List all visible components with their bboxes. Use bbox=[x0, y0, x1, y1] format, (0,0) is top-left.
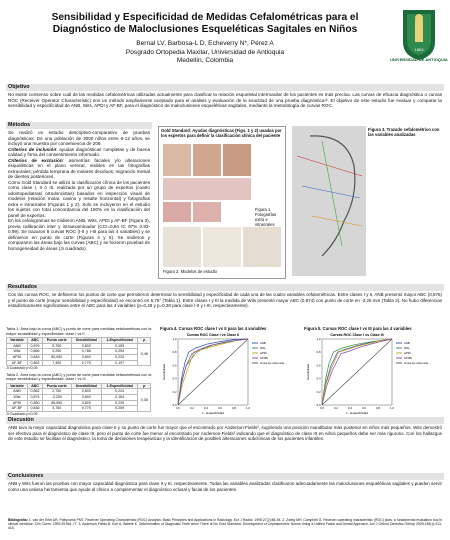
table-2-header-0: Variable bbox=[7, 383, 28, 389]
university-logo bbox=[395, 6, 443, 78]
x-tick-label: 0,8 bbox=[232, 406, 236, 410]
table-cell: 0,850 bbox=[27, 400, 42, 406]
poster-title bbox=[20, 12, 390, 36]
figure-3-block bbox=[290, 126, 444, 279]
y-tick-label: 0,8 bbox=[316, 350, 321, 355]
table-1-caption: Tabla 1. Área bajo la curva (ABC) y punto de corte para medidas cefalométricas con la mayor sensibilidad y especificidad: clase I vs II bbox=[6, 327, 152, 336]
table-2-header-5: p bbox=[138, 383, 151, 389]
legend-label: Wits bbox=[404, 346, 410, 350]
resultados-text: Con las curvas ROC, se definieron los puntos de corte que permitieron determinar la sensibilidad y especificidad de cada una de las cuatro variables cefalométricas. Entre clases I y II, ANB presentó mayor ABC (0,876) y el punto de corte (mayor sensibilidad y especificidad) se encontró en 5,75° (Tabla 1). Entre clases I y III la medida de Wits presentó mayor ABC (0,874) con punto de corte en -3,25 mm (Tabla 2). No hubo diferencias estadísticamente significativas entre el ABC para las 4 variables (p=0,48 y p=0,38 para clase I-II y I-III, respectivamente). bbox=[8, 292, 442, 309]
y-tick-label: 0,0 bbox=[172, 403, 177, 407]
discusion-text: ANB tuvo la mejor capacidad diagnóstica para clase II y su punto de corte fue mayor que el encontrado por Anderson-Fields³, sugiriendo una posición mandibular más posterior en niños más pequeños. Wits demostró ser efectivo para el diagnóstico de clase III, pero el punto de corte fue menor al encontrado por Anderson-Fields³ indicando que el diagnóstico de clase III en niños pequeños debe ser más riguroso. Con los hallazgos de este estudio se facilitan el diagnóstico, la toma de decisiones terapéuticas y la identificación de posibles alteraciones subclínicas de los pacientes infantiles. bbox=[8, 425, 442, 442]
legend-label: AF-BF bbox=[404, 356, 413, 360]
exclusion-text: : asimetrías faciales y/o alteraciones esqueléticas en el plano vertical, visibles en las fotografías extraorales; pérdida temprana de molares deciduos; migración mesial de dientes posteriores. bbox=[8, 157, 151, 179]
table-cell: 0,155 bbox=[101, 343, 138, 349]
conclusiones-section bbox=[6, 473, 444, 493]
x-tick-label: 0,6 bbox=[218, 406, 222, 410]
legend-label: ANB bbox=[404, 341, 410, 345]
table-cell: 80,050 bbox=[42, 354, 71, 360]
dental-model-3 bbox=[243, 227, 281, 267]
x-axis-label: 1 - Especificidad bbox=[201, 411, 225, 415]
y-tick-label: 0,6 bbox=[316, 363, 321, 368]
metodos-p3: En los cefalogramas se midieron ANB, Wits, APDI y AF-BF (Figura 3), previa calibración inter y intraexaminador (CCI=0,84 IC 97% 0,93-0,99). Se trazaron 8 curvas ROC (I-II y I-III para las 4 variables) y se definieron en punto de corte (Figuras 4 y 5). Se midieron y compararon las áreas bajo las curvas (ABC) y se hicieron pruebas de homogeneidad de áreas (Ji cuadrado). bbox=[8, 218, 150, 251]
objetivo-text: No existe consenso sobre cuál de las medidas cefalométricas utilizadas actualmente para clasificar la relación esqueletal intermaxilar de los pacientes es más precisa. Las curvas de eficacia diagnóstica o curvas ROC (Receiver Operator Characteristic) son un método ampliamente aceptado para el análisis y evaluación de la exactitud de una prueba diagnóstica¹². El objetivo de este estudio fue evaluar y comparar la sensibilidad y especificidad de ANB, Wits, APDI y AF-BF, para el diagnóstico de maloclusiones esqueléticas sagitales, mediante la metodología de curvas ROC. bbox=[8, 92, 442, 109]
dental-model-1 bbox=[163, 227, 201, 267]
metodos-p1: Se realizó un estudio descriptivo-comparativo de pruebas diagnósticas. De una población de 3000 niños entre 6-12 años, se incluyó una muestra por conveniencia de 209. bbox=[8, 130, 150, 146]
table-2-header-3: Sensibilidad bbox=[71, 383, 101, 389]
bibliografia-text bbox=[6, 517, 444, 532]
bibliografia-section bbox=[6, 517, 444, 532]
conclusiones-text: ANB y Wits fueron las pruebas con mayor capacidad diagnóstica para clase II y III, respectivamente. Todas las variables analizadas clasificaron adecuadamente las maloclusiones esqueléticas sagitales y pueden servir como una valiosa herramienta que ayude al clínico a complementar el diagnóstico oclusal y facial de los pacientes. bbox=[8, 481, 442, 492]
table-2-header-1: ABC bbox=[27, 383, 42, 389]
y-tick-label: 0,4 bbox=[316, 376, 321, 381]
discusion-section bbox=[6, 417, 444, 443]
logo-year: 1803 bbox=[414, 47, 424, 52]
table-cell: AF-BF bbox=[7, 360, 28, 366]
roc-chart-class-i-iii bbox=[304, 331, 444, 419]
p-value-cell: 0,38 bbox=[138, 389, 151, 411]
photo-face-profile bbox=[223, 144, 251, 176]
table-cell: 0,239 bbox=[101, 400, 138, 406]
gold-standard-caption: Gold Standard: Ayudas diagnósticas (Figs. 1 y 2) usadas por los expertos para definir la clasificación clínica del paciente bbox=[161, 128, 282, 138]
table-cell: 0,803 bbox=[71, 394, 101, 400]
roc-chart-class-i-ii bbox=[160, 331, 300, 419]
dental-model-2 bbox=[203, 227, 241, 267]
table-2-header-4: 1-Especificidad bbox=[101, 383, 138, 389]
legend-label: Línea de referencia bbox=[404, 361, 429, 365]
chart-title: Curvas ROC Clase I vs Clase III bbox=[330, 333, 384, 337]
metodos-heading: Métodos bbox=[6, 122, 152, 129]
y-tick-label: 1,0 bbox=[172, 337, 177, 341]
y-tick-label: 0,4 bbox=[172, 376, 177, 381]
table-cell: 0,254 bbox=[101, 349, 138, 355]
table-2 bbox=[6, 383, 151, 412]
legend-label: APDI bbox=[260, 351, 267, 355]
table-1 bbox=[6, 337, 151, 366]
photo-intraoral-left bbox=[163, 202, 191, 222]
chart-title: Curvas ROC Clase I vs Clase II bbox=[186, 333, 240, 337]
table-cell: Wits bbox=[7, 349, 28, 355]
resultados-section bbox=[6, 284, 444, 310]
resultados-heading: Resultados bbox=[6, 284, 444, 291]
legend-label: APDI bbox=[404, 351, 411, 355]
legend-label: ANB bbox=[260, 341, 266, 345]
table-cell: 0,876 bbox=[27, 343, 42, 349]
x-tick-label: 0,0 bbox=[320, 406, 324, 410]
table-cell: ANB bbox=[7, 343, 28, 349]
table-cell: 0,250 bbox=[42, 349, 71, 355]
photo-face-smile bbox=[193, 144, 221, 176]
figure-2-caption: Figura 2. Modelos de estudio bbox=[163, 269, 218, 274]
y-axis-label: Sensibilidad bbox=[162, 363, 166, 381]
table-cell: 0,224 bbox=[101, 389, 138, 395]
table-1-header-1: ABC bbox=[27, 338, 42, 344]
y-tick-label: 1,0 bbox=[316, 337, 321, 341]
inclusion-label: Criterios de inclusión bbox=[8, 146, 57, 152]
table-cell: 85,550 bbox=[42, 400, 71, 406]
discusion-heading: Discusión bbox=[6, 417, 444, 424]
x-tick-label: 0,2 bbox=[190, 406, 194, 410]
figure-1-caption: Figura 1. Fotografías extra e intraorales bbox=[255, 207, 277, 227]
legend-label: Línea de referencia bbox=[260, 361, 285, 365]
table-cell: 0,164 bbox=[101, 394, 138, 400]
photo-face-front bbox=[163, 144, 191, 176]
table-cell: APDI bbox=[7, 400, 28, 406]
x-tick-label: 0,8 bbox=[376, 406, 380, 410]
table-cell: 0,845 bbox=[27, 354, 42, 360]
photo-intraoral-right bbox=[193, 202, 221, 222]
title-line-1: Sensibilidad y Especificidad de Medidas Cefalométricas para el bbox=[51, 12, 359, 23]
photo-intraoral-front bbox=[163, 178, 251, 200]
metodos-p2: Como Gold Standard se utilizó la clasificación clínica de los pacientes como clase I, II ó III, realizada por un grupo de expertos (cuatro odontopediatras/ ortodoncistas) basados en inspección visual de modelos (relación molar, canino y resalte horizontal) y fotografías extra e intraorales (Figuras 1 y 2). Solo se incluyeron en el estudio los sujetos con total concordancia del 100% en la clasificación del panel de expertos. bbox=[8, 179, 150, 218]
table-cell: 0,803 bbox=[71, 389, 101, 395]
table-cell: 3,750 bbox=[42, 406, 71, 412]
table-cell: ANB bbox=[7, 389, 28, 395]
figure-3-caption: Figura 3. Trazado cefalométrico con las variables analizadas bbox=[368, 127, 440, 137]
bibliografia-label: Bibliografía: bbox=[8, 518, 28, 522]
tables-block bbox=[6, 325, 156, 418]
x-axis-label: 1 - Especificidad bbox=[345, 411, 369, 415]
authors: Bernal LV, Barbosa-L D, Echeverry N*, Pérez A bbox=[136, 40, 274, 47]
objetivo-heading: Objetivo bbox=[6, 84, 444, 91]
logo-text: UNIVERSIDAD DE ANTIOQUIA bbox=[390, 57, 448, 62]
legend-label: Wits bbox=[260, 346, 266, 350]
objetivo-section bbox=[6, 84, 444, 110]
gold-standard-figure bbox=[158, 126, 286, 279]
bibliografia-refs: 1. van der Ertel AR, Pattynama PMT. Receiver Operating Characteristic (ROC) Analysis: Basic Principles and Applications in Radiology. Eur J Radiol. 1998;27(2):88-94. 2. Zweig MH, Campbell G. Receiver-operating characteristic (ROC) plots: a fundamental evaluation tool in clinical medicine. Clin Chem. 1993;39:561-77. 3. Anderson-Fields B, Koh A, Bekele E. Determination of Diagnostic Tests when There Is No Gold Standard. Development of Cephalometric Norms Using a Unified Facial and Dental Approach. Am J Orthod Dentofac Orthop 2009;135(1):413-416. bbox=[8, 518, 442, 531]
table-cell: -3,250 bbox=[42, 394, 71, 400]
conclusiones-heading: Conclusiones bbox=[6, 473, 444, 480]
table-cell: 0,874 bbox=[27, 394, 42, 400]
table-1-header-3: Sensibilidad bbox=[71, 338, 101, 344]
figure-5-block bbox=[304, 326, 444, 424]
x-tick-label: 0,2 bbox=[334, 406, 338, 410]
exclusion-label: Criterios de exclusión bbox=[8, 157, 63, 163]
legend-label: AF-BF bbox=[260, 356, 269, 360]
table-cell: 0,788 bbox=[71, 349, 101, 355]
table-cell: Wits bbox=[7, 394, 28, 400]
table-cell: APDI bbox=[7, 354, 28, 360]
table-1-header-4: 1-Especificidad bbox=[101, 338, 138, 344]
table-cell: 0,775 bbox=[71, 406, 101, 412]
metodos-section bbox=[6, 122, 152, 252]
title-line-2: Diagnóstico de Maloclusiones Esqueléticas Sagitales en Niños bbox=[52, 24, 358, 35]
table-cell: 0,866 bbox=[27, 349, 42, 355]
table-cell: 0,862 bbox=[27, 389, 42, 395]
table-cell: 2,750 bbox=[42, 389, 71, 395]
authors-block bbox=[20, 40, 390, 66]
table-cell: 0,197 bbox=[101, 360, 138, 366]
figure-4-block bbox=[160, 326, 300, 424]
table-row bbox=[7, 406, 151, 412]
table-2-note: Ji Cuadrado p<0,05 bbox=[6, 411, 38, 416]
metodos-text bbox=[6, 129, 152, 252]
table-1-header-0: Variable bbox=[7, 338, 28, 344]
x-tick-label: 1,0 bbox=[390, 406, 394, 410]
table-cell: 0,862 bbox=[27, 360, 42, 366]
y-tick-label: 0,6 bbox=[172, 363, 177, 368]
table-1-note: Ji Cuadrado p<0,05 bbox=[6, 366, 38, 371]
x-tick-label: 0,4 bbox=[348, 406, 352, 410]
table-cell: 0,836 bbox=[27, 406, 42, 412]
table-2-header-2: Punto corte bbox=[42, 383, 71, 389]
y-axis-label: Sensibilidad bbox=[306, 363, 310, 381]
table-cell: 5,750 bbox=[42, 343, 71, 349]
y-tick-label: 0,2 bbox=[316, 389, 321, 394]
city: Medellín, Colombia bbox=[176, 57, 234, 65]
table-cell: 7,450 bbox=[42, 360, 71, 366]
poster-header bbox=[0, 0, 450, 82]
table-1-header-5: p bbox=[138, 338, 151, 344]
table-row bbox=[7, 360, 151, 366]
institution: Posgrado Ortopedia Maxilar, Universidad de Antioquia bbox=[125, 48, 285, 56]
figure-4-caption: Figura 4. Curvas ROC clase I vs II para las 4 variables bbox=[160, 326, 267, 331]
inclusion-text: : ayudas diagnósticas completas y de buena calidad y firma del consentimiento informado. bbox=[8, 146, 150, 157]
table-cell: 0,803 bbox=[71, 354, 101, 360]
y-tick-label: 0,0 bbox=[316, 403, 321, 407]
table-cell: 0,803 bbox=[71, 400, 101, 406]
table-cell: 0,775 bbox=[71, 360, 101, 366]
x-tick-label: 0,0 bbox=[176, 406, 180, 410]
y-tick-label: 0,8 bbox=[172, 350, 177, 355]
x-tick-label: 0,6 bbox=[362, 406, 366, 410]
figure-5-caption: Figura 5. Curvas ROC clase I vs III para las 4 variables bbox=[304, 326, 412, 331]
table-cell: 0,803 bbox=[71, 343, 101, 349]
x-tick-label: 0,4 bbox=[204, 406, 208, 410]
table-cell: AF-BF bbox=[7, 406, 28, 412]
y-tick-label: 0,2 bbox=[172, 389, 177, 394]
table-cell: 0,225 bbox=[101, 354, 138, 360]
table-2-caption: Tabla 2. Área bajo la curva (ABC) y punto de corte para medidas cefalométricas con la mayor sensibilidad y especificidad: clase I vs III bbox=[6, 372, 152, 382]
table-cell: 0,269 bbox=[101, 406, 138, 412]
table-1-header-2: Punto corte bbox=[42, 338, 71, 344]
x-tick-label: 1,0 bbox=[246, 406, 250, 410]
p-value-cell: 0,48 bbox=[138, 343, 151, 365]
cephalometric-tracing bbox=[292, 126, 366, 276]
